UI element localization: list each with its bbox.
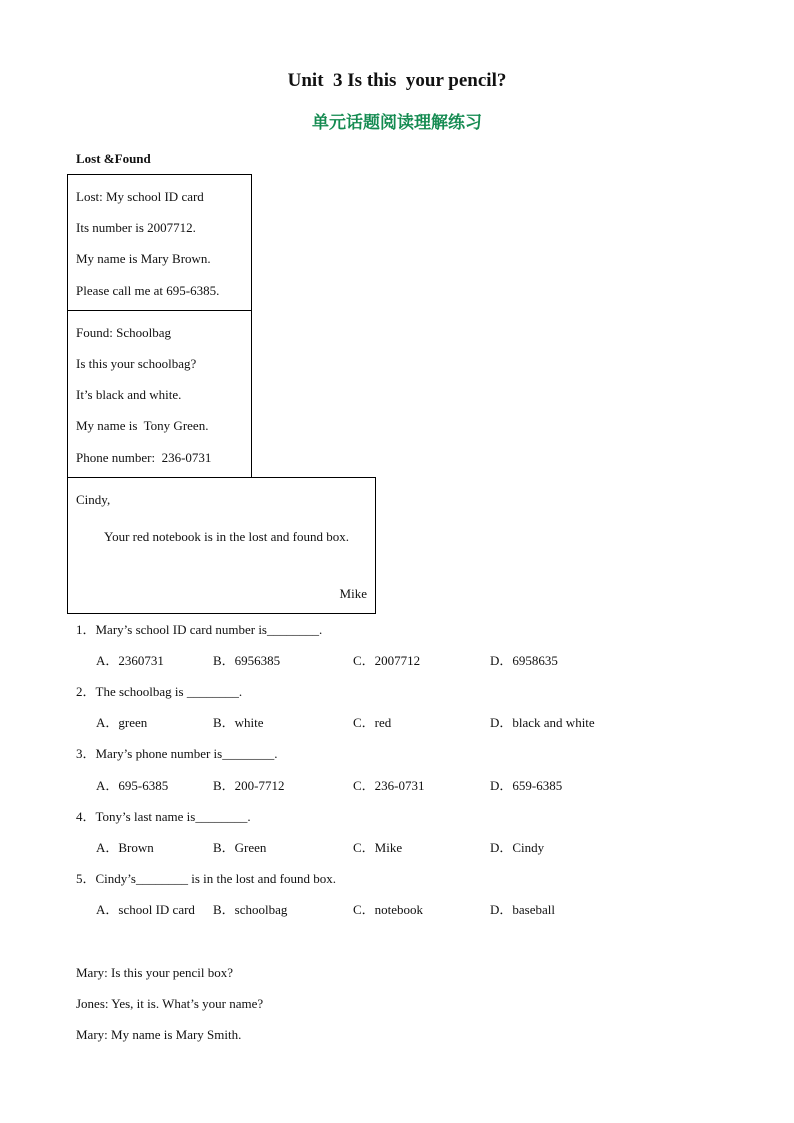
answer-option[interactable]: A．green: [96, 715, 148, 730]
lost-notice-box: [67, 174, 252, 311]
answer-option[interactable]: A．2360731: [96, 653, 164, 668]
found-notice-line: Phone number: 236-0731: [76, 450, 212, 465]
found-notice-box: [67, 310, 252, 478]
message-note-box: [67, 477, 376, 614]
answer-option[interactable]: D．659-6385: [490, 778, 563, 793]
page-subtitle: 单元话题阅读理解练习: [312, 113, 482, 133]
answer-option[interactable]: C．red: [353, 715, 392, 730]
question-stem: 3．Mary’s phone number is________.: [76, 746, 278, 761]
question-stem: 2．The schoolbag is ________.: [76, 684, 243, 699]
answer-option[interactable]: B．200-7712: [213, 778, 285, 793]
found-notice-line: My name is Tony Green.: [76, 418, 209, 433]
note-greeting: Cindy,: [76, 492, 111, 507]
lost-notice-line: My name is Mary Brown.: [76, 251, 211, 266]
found-notice-line: Found: Schoolbag: [76, 325, 171, 340]
section-heading: Lost &Found: [76, 151, 151, 166]
answer-option[interactable]: C．2007712: [353, 653, 421, 668]
dialogue-line: Mary: Is this your pencil box?: [76, 965, 234, 980]
question-stem: 1．Mary’s school ID card number is________.: [76, 622, 323, 637]
note-signature: Mike: [339, 586, 367, 601]
dialogue-line: Jones: Yes, it is. What’s your name?: [76, 996, 264, 1011]
question-stem: 4．Tony’s last name is________.: [76, 809, 251, 824]
answer-option[interactable]: D．Cindy: [490, 840, 545, 855]
note-body: Your red notebook is in the lost and found box.: [104, 529, 349, 544]
answer-option[interactable]: C．Mike: [353, 840, 403, 855]
answer-option[interactable]: D．baseball: [490, 902, 555, 917]
answer-option[interactable]: B．schoolbag: [213, 902, 288, 917]
answer-option[interactable]: B．Green: [213, 840, 267, 855]
answer-option[interactable]: D．6958635: [490, 653, 558, 668]
lost-notice-line: Please call me at 695-6385.: [76, 283, 220, 298]
answer-option[interactable]: B．white: [213, 715, 264, 730]
answer-option[interactable]: A．695-6385: [96, 778, 169, 793]
answer-option[interactable]: A．school ID card: [96, 902, 195, 917]
answer-option[interactable]: A．Brown: [96, 840, 154, 855]
dialogue-line: Mary: My name is Mary Smith.: [76, 1027, 242, 1042]
found-notice-line: Is this your schoolbag?: [76, 356, 197, 371]
answer-option[interactable]: D．black and white: [490, 715, 595, 730]
question-stem: 5．Cindy’s________ is in the lost and found box.: [76, 871, 336, 886]
answer-option[interactable]: C．236-0731: [353, 778, 425, 793]
answer-option[interactable]: B．6956385: [213, 653, 281, 668]
lost-notice-line: Its number is 2007712.: [76, 220, 196, 235]
found-notice-line: It’s black and white.: [76, 387, 182, 402]
page-title: Unit 3 Is this your pencil?: [287, 70, 507, 91]
answer-option[interactable]: C．notebook: [353, 902, 424, 917]
lost-notice-line: Lost: My school ID card: [76, 189, 204, 204]
